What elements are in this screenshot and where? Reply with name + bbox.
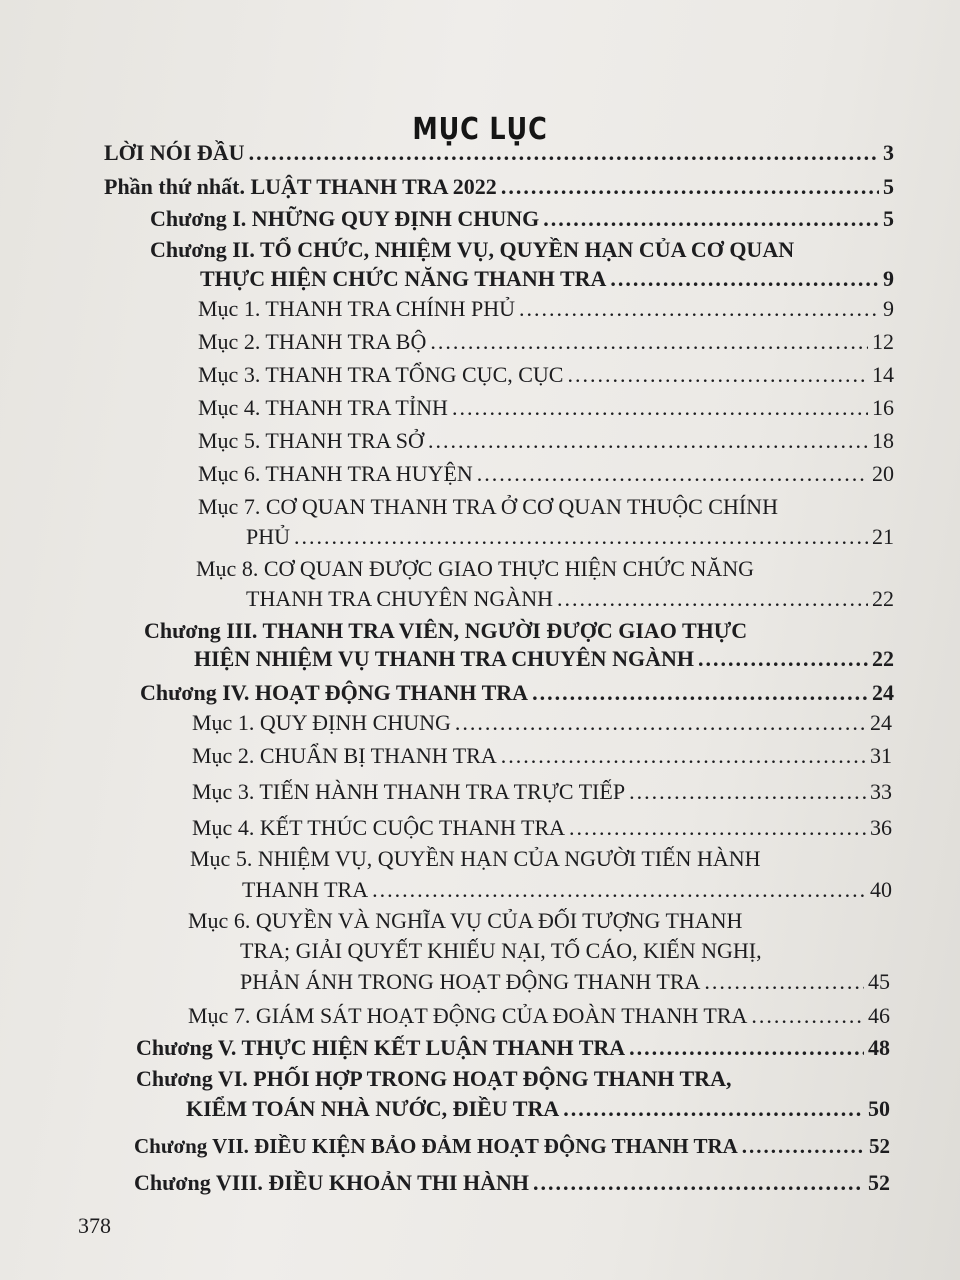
toc-entry	[192, 779, 892, 805]
toc-entry-title: Mục 5. THANH TRA SỞ	[198, 428, 424, 453]
toc-entry-title: Mục 4. KẾT THÚC CUỘC THANH TRA	[192, 815, 566, 840]
toc-entry-line: Chương III. THANH TRA VIÊN, NGƯỜI ĐƯỢC GIAO THỰC	[144, 618, 748, 643]
toc-entry	[198, 296, 894, 322]
toc-entry	[134, 1170, 890, 1196]
toc-entry-line: Chương II. TỔ CHỨC, NHIỆM VỤ, QUYỀN HẠN CỦA CƠ QUAN	[150, 237, 795, 262]
toc-entry	[186, 1096, 890, 1122]
toc-entry	[104, 174, 894, 200]
toc-entry-title: THANH TRA	[242, 877, 369, 902]
toc-entry-title: KIỂM TOÁN NHÀ NƯỚC, ĐIỀU TRA	[186, 1096, 560, 1121]
toc-entry-page: 3	[883, 140, 894, 165]
toc-entry-title: Mục 1. QUY ĐỊNH CHUNG	[192, 710, 451, 735]
page-number: 378	[78, 1213, 111, 1238]
toc-entry-title: LỜI NÓI ĐẦU	[104, 140, 245, 165]
toc-entry-page: 5	[883, 174, 894, 199]
toc-entry-line: Mục 7. CƠ QUAN THANH TRA Ở CƠ QUAN THUỘC CHÍNH	[198, 494, 778, 519]
toc-entry	[200, 266, 894, 292]
toc-entry-page: 33	[870, 779, 892, 804]
toc-entry	[192, 743, 892, 769]
toc-entry-page: 52	[869, 1134, 890, 1158]
toc-entry	[246, 586, 894, 612]
toc-entry-title: Mục 1. THANH TRA CHÍNH PHỦ	[198, 296, 515, 321]
toc-entry-page: 36	[870, 815, 892, 840]
toc-entry-title: Mục 3. THANH TRA TỔNG CỤC, CỤC	[198, 362, 564, 387]
toc-entry	[104, 140, 894, 166]
toc-entry-page: 20	[872, 461, 894, 486]
toc-entry-page: 18	[872, 428, 894, 453]
toc-entry-line: Mục 6. QUYỀN VÀ NGHĨA VỤ CỦA ĐỐI TƯỢNG THANH	[188, 908, 743, 933]
toc-entry-title: PHỦ	[246, 524, 291, 549]
toc-entry	[198, 461, 894, 487]
toc-entry-page: 48	[868, 1035, 890, 1060]
toc-entry-title: Phần thứ nhất. LUẬT THANH TRA 2022	[104, 174, 497, 199]
toc-entry-title: THANH TRA CHUYÊN NGÀNH	[246, 586, 553, 611]
toc-entry	[134, 1134, 890, 1159]
toc-entry-page: 45	[868, 969, 890, 994]
toc-entry-page: 9	[883, 266, 894, 291]
toc-entry	[136, 1035, 890, 1061]
toc-entry-page: 22	[872, 646, 894, 671]
toc-entry-line: Chương VI. PHỐI HỢP TRONG HOẠT ĐỘNG THANH TRA,	[136, 1066, 732, 1091]
toc-entry-title: HIỆN NHIỆM VỤ THANH TRA CHUYÊN NGÀNH	[194, 646, 694, 671]
toc-entry-page: 5	[883, 206, 894, 231]
toc-entry-title: Chương VII. ĐIỀU KIỆN BẢO ĐẢM HOẠT ĐỘNG THANH TRA	[134, 1134, 738, 1158]
toc-entry-page: 24	[870, 710, 892, 735]
toc-entry-title: Mục 2. CHUẨN BỊ THANH TRA	[192, 743, 497, 768]
toc-entry-line: Mục 5. NHIỆM VỤ, QUYỀN HẠN CỦA NGƯỜI TIẾN HÀNH	[190, 846, 761, 871]
toc-entry-title: Chương V. THỰC HIỆN KẾT LUẬN THANH TRA	[136, 1035, 626, 1060]
toc-entry-page: 21	[872, 524, 894, 549]
toc-entry-title: THỰC HIỆN CHỨC NĂNG THANH TRA	[200, 266, 607, 291]
toc-entry	[242, 877, 892, 903]
toc-entry	[192, 815, 892, 841]
toc-entry	[198, 428, 894, 454]
toc-entry-page: 16	[872, 395, 894, 420]
toc-entry	[198, 362, 894, 388]
toc-entry-page: 24	[872, 680, 894, 705]
toc-entry	[198, 329, 894, 355]
toc-entry-title: Mục 3. TIẾN HÀNH THANH TRA TRỰC TIẾP	[192, 779, 626, 804]
toc-entry-title: Chương I. NHỮNG QUY ĐỊNH CHUNG	[150, 206, 540, 231]
toc-entry-title: Chương IV. HOẠT ĐỘNG THANH TRA	[140, 680, 529, 705]
toc-entry-line: Mục 8. CƠ QUAN ĐƯỢC GIAO THỰC HIỆN CHỨC NĂNG	[196, 556, 755, 581]
toc-entry-page: 31	[870, 743, 892, 768]
toc-entry	[240, 969, 890, 995]
toc-entry-page: 46	[868, 1003, 890, 1028]
toc-entry-page: 12	[872, 329, 894, 354]
toc-entry-title: Mục 2. THANH TRA BỘ	[198, 329, 427, 354]
toc-entry-page: 50	[868, 1096, 890, 1121]
toc-entry-title: Chương VIII. ĐIỀU KHOẢN THI HÀNH	[134, 1170, 529, 1195]
toc-entry-page: 40	[870, 877, 892, 902]
toc-entry-title: Mục 6. THANH TRA HUYỆN	[198, 461, 473, 486]
toc-entry-line: TRA; GIẢI QUYẾT KHIẾU NẠI, TỐ CÁO, KIẾN NGHỊ,	[240, 938, 762, 963]
toc-entry-page: 52	[868, 1170, 890, 1195]
toc-entry-page: 14	[872, 362, 894, 387]
toc-entry	[140, 680, 894, 706]
toc-entry	[188, 1003, 890, 1029]
toc-entry	[192, 710, 892, 736]
toc-entry	[198, 395, 894, 421]
toc-entry	[194, 646, 894, 672]
toc-entry	[150, 206, 894, 232]
toc-entry-page: 22	[872, 586, 894, 611]
toc-entry-page: 9	[883, 296, 894, 321]
page-title: MỤC LỤC	[412, 112, 548, 148]
toc-entry-title: Mục 7. GIÁM SÁT HOẠT ĐỘNG CỦA ĐOÀN THANH TRA	[188, 1003, 748, 1028]
toc-entry-title: PHẢN ÁNH TRONG HOẠT ĐỘNG THANH TRA	[240, 969, 701, 994]
toc-entry-title: Mục 4. THANH TRA TỈNH	[198, 395, 448, 420]
toc-entry	[246, 524, 894, 550]
